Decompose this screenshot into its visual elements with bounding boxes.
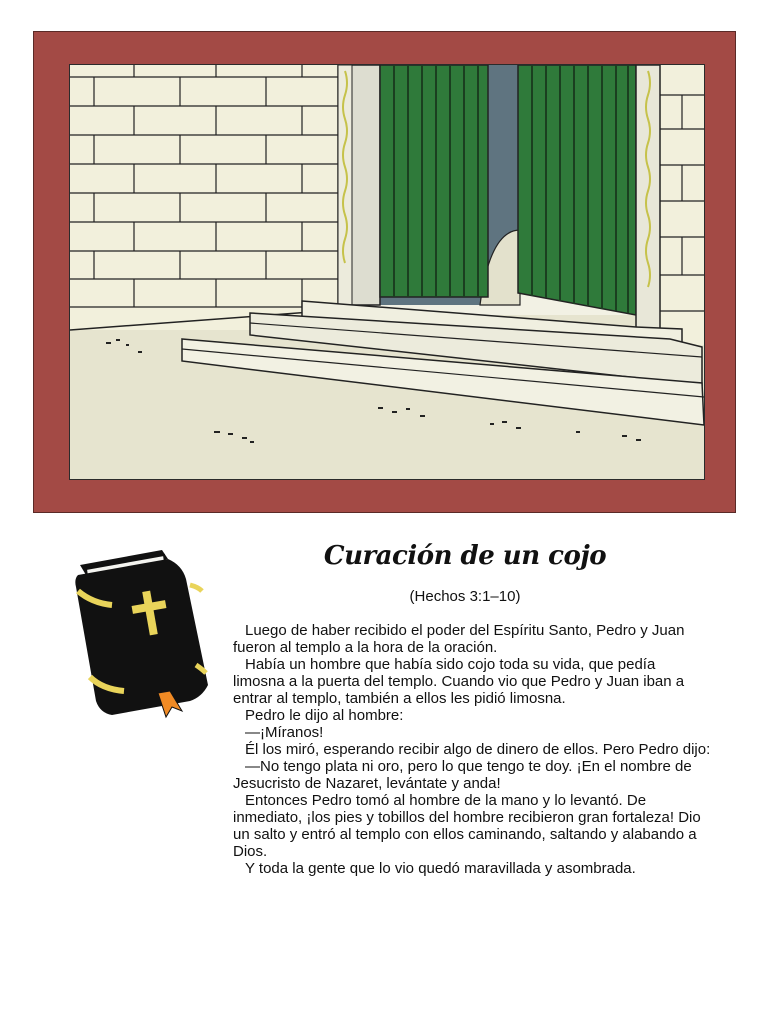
story-title: Curación de un cojo	[323, 541, 607, 571]
scripture-reference: (Hechos 3:1–10)	[409, 588, 521, 605]
story-paragraph: Luego de haber recibido el poder del Espíritu Santo, Pedro y Juan fueron al templo a la hora de la oración.	[233, 622, 685, 656]
story-paragraph: Pedro le dijo al hombre:	[245, 707, 404, 724]
bible-drawing	[72, 545, 212, 720]
story-paragraph: Y toda la gente que lo vio quedó maravillada y asombrada.	[245, 860, 636, 877]
bible-icon	[72, 545, 212, 720]
story-paragraph: Entonces Pedro tomó al hombre de la mano y lo levantó. De inmediato, ¡los pies y tobillos del hombre recibieron gran fortaleza! Dio un salto y entró al templo con ellos caminando, saltando y alabando a Dios.	[233, 792, 701, 860]
illustration-frame	[33, 31, 736, 513]
story-paragraph: —¡Míranos!	[245, 724, 324, 741]
story-paragraph: Él los miró, esperando recibir algo de dinero de ellos. Pero Pedro dijo:	[245, 741, 711, 758]
story-text	[233, 622, 711, 877]
temple-gate-illustration	[69, 64, 705, 480]
temple-gate-drawing	[70, 65, 704, 479]
story-paragraph: —No tengo plata ni oro, pero lo que tengo te doy. ¡En el nombre de Jesucristo de Nazaret, levántate y anda!	[233, 758, 692, 792]
story-paragraph: Había un hombre que había sido cojo toda su vida, que pedía limosna a la puerta del templo. Cuando vio que Pedro y Juan iban a entrar al templo, también a ellos les pidió limosna.	[233, 656, 685, 707]
